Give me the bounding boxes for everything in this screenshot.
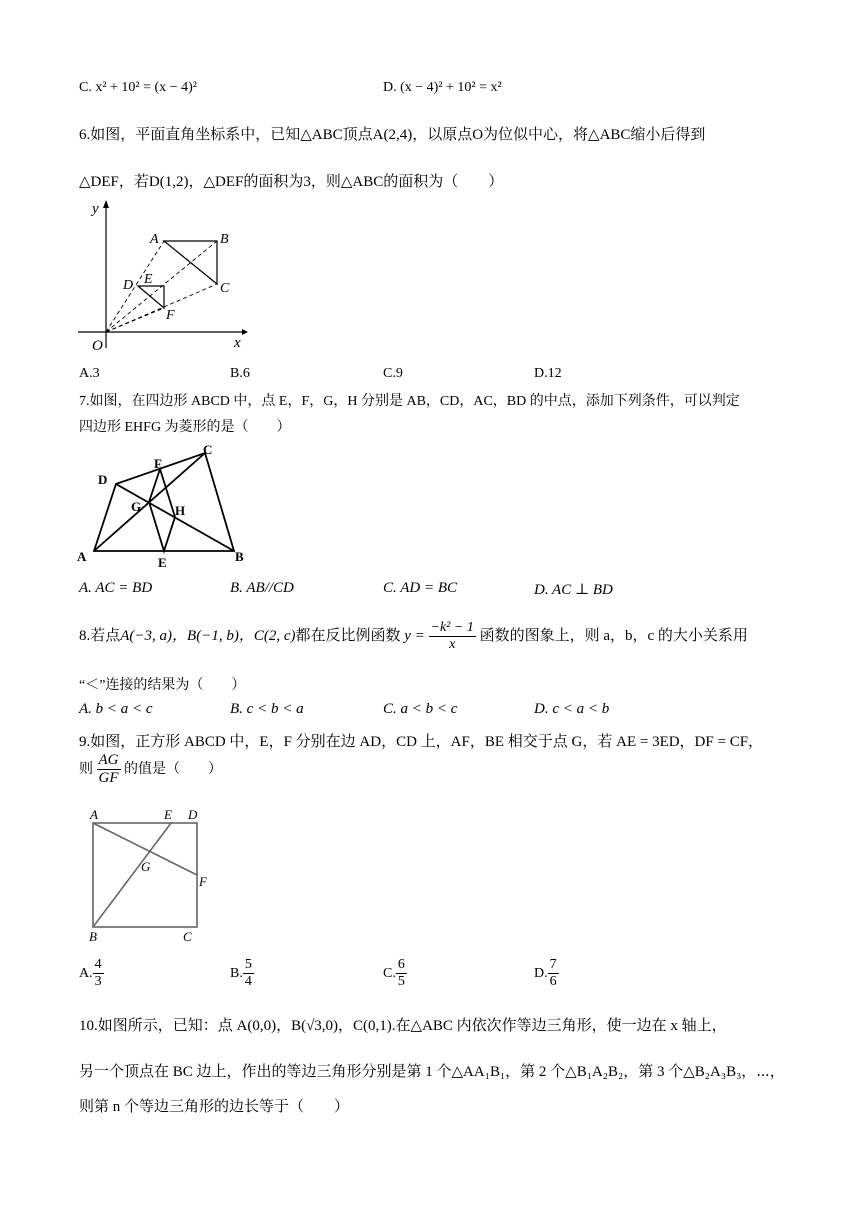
q7-option-a: A. AC = BD [79, 580, 153, 596]
label-e: E [158, 555, 167, 570]
q6-figure [72, 196, 252, 356]
q8-func-denominator: x [449, 637, 456, 653]
q8-option-b: B. c < b < a [230, 701, 304, 717]
q6-option-c: C.9 [383, 366, 403, 381]
q10-stem-line3: 则第 n 个等边三角形的边长等于（ ） [79, 1099, 350, 1115]
square-abcd [93, 823, 197, 927]
label-e: E [164, 807, 172, 822]
q7-option-c: C. AD = BC [383, 580, 458, 596]
q8-post: 函数的图象上，则 a，b，c 的大小关系用 [479, 628, 748, 645]
label-e: E [144, 272, 153, 287]
q8-stem-line2: “＜”连接的结果为（ ） [79, 678, 246, 693]
q5-option-c: C. x² + 10² = (x − 4)² [79, 80, 197, 95]
label-x: x [234, 335, 241, 351]
q8-intro: 8.若点 [79, 628, 121, 645]
q6-stem-line2: △DEF，若D(1,2)，△DEF的面积为3，则△ABC的面积为（ ） [79, 174, 504, 190]
q9-stem-line2 [79, 752, 222, 788]
q8-func-fraction [429, 620, 476, 653]
q9-ratio-fraction [97, 752, 121, 788]
q9-ratio-numerator: AG [97, 752, 121, 770]
label-h: H [175, 503, 186, 518]
q7-option-d: D. AC ⊥ BD [534, 582, 613, 598]
q9-then: 则 [79, 761, 93, 777]
q9-option-a: A. $\frac{4}{3}$ [79, 957, 102, 990]
label-b: B [220, 232, 229, 247]
q8-func-numerator: −k² − 1 [429, 620, 476, 637]
q8-mid: 都在反比例函数 [295, 628, 401, 645]
q7-option-b: B. AB//CD [230, 580, 294, 596]
q6-stem-line1: 6.如图，平面直角坐标系中，已知△ABC顶点A(2,4)，以原点O为位似中心，将△ABC缩小后得到 [79, 127, 706, 143]
q7-stem-line1: 7.如图，在四边形 ABCD 中，点 E，F，G，H 分别是 AB，CD，AC，BD 的中点，添加下列条件，可以判定 [79, 394, 740, 409]
q8-func-lhs: y = [404, 628, 425, 645]
q6-option-b: B.6 [230, 366, 250, 381]
q9-option-d: D. $\frac{7}{6}$ [534, 957, 557, 990]
q7-figure [72, 440, 262, 570]
label-b: B [89, 929, 97, 944]
label-c: C [183, 929, 192, 944]
label-f: F [166, 308, 175, 323]
q10-stem-line2: 另一个顶点在 BC 边上，作出的等边三角形分别是第 1 个△AA₁B₁，第 2 个△B₁A₂B₂，第 3 个△B₂A₃B₃，⋯， [79, 1064, 785, 1080]
label-f: F [199, 874, 207, 889]
label-b: B [235, 549, 244, 564]
q9-stem-line1: 9.如图，正方形 ABCD 中，E，F 分别在边 AD，CD 上，AF，BE 相交于点 G，若 AE = 3ED，DF = CF， [79, 734, 764, 750]
x-axis-arrow [242, 329, 248, 335]
line-be [93, 823, 171, 927]
quadrilateral-abcd [94, 453, 234, 551]
q6-option-d: D.12 [534, 366, 562, 381]
q9-ask: 的值是（ ） [124, 761, 222, 777]
y-axis-arrow [103, 200, 109, 208]
q6-option-a: A.3 [79, 366, 100, 381]
q9-option-b: B. $\frac{5}{4}$ [230, 957, 252, 990]
q8-stem-line1 [79, 620, 748, 653]
label-g: G [131, 499, 142, 514]
label-d: D [188, 807, 198, 822]
label-d: D [98, 472, 108, 487]
q8-option-c: C. a < b < c [383, 701, 458, 717]
q10-stem-line1: 10.如图所示，已知：点 A(0,0)，B(√3,0)，C(0,1).在△ABC 内依次作等边三角形，使一边在 x 轴上， [79, 1018, 727, 1034]
label-c: C [203, 442, 213, 457]
q8-option-a: A. b < a < c [79, 701, 153, 717]
label-o: O [92, 338, 103, 354]
label-a: A [77, 549, 87, 564]
label-f: F [154, 456, 162, 471]
q9-figure [85, 805, 215, 945]
label-a: A [90, 807, 98, 822]
q5-option-d: D. (x − 4)² + 10² = x² [383, 80, 502, 95]
label-d: D [123, 278, 134, 293]
label-y: y [92, 201, 99, 217]
q8-option-d: D. c < a < b [534, 701, 610, 717]
label-g: G [141, 859, 151, 874]
label-a: A [150, 232, 159, 247]
q9-option-c: C. $\frac{6}{5}$ [383, 957, 405, 990]
q9-ratio-denominator: GF [98, 770, 119, 787]
q8-points: A(−3, a)，B(−1, b)，C(2, c) [120, 628, 296, 645]
q7-stem-line2: 四边形 EHFG 为菱形的是（ ） [79, 420, 291, 435]
label-c: C [220, 281, 230, 296]
